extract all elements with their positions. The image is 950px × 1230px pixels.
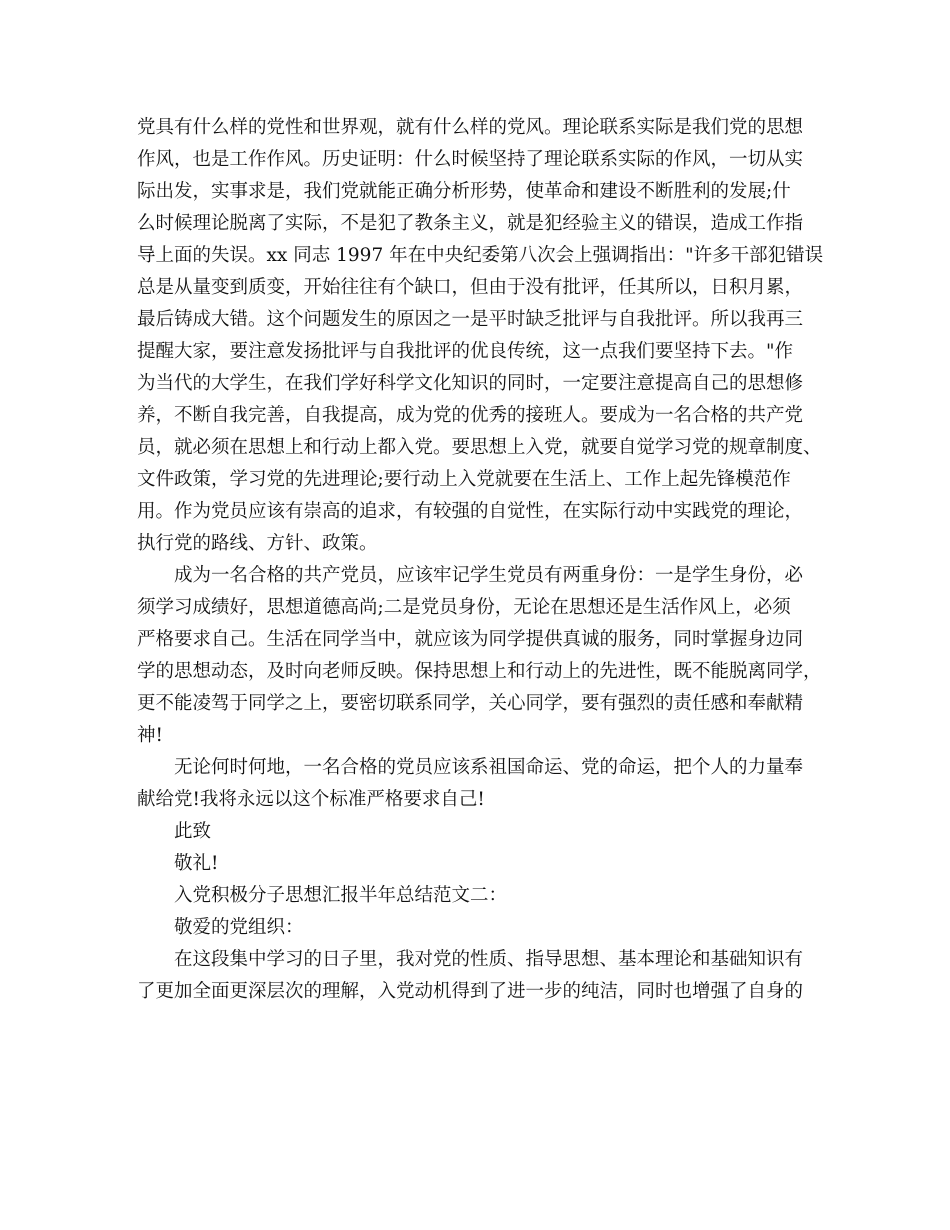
text-line: 无论何时何地，一名合格的党员应该系祖国命运、党的命运，把个人的力量奉	[174, 757, 804, 778]
text-line: 献给党!我将永远以这个标准严格要求自己!	[137, 789, 485, 810]
text-line: 作风，也是工作作风。历史证明：什么时候坚持了理论联系实际的作风，一切从实	[137, 149, 804, 170]
text-line: 文件政策，学习党的先进理论;要行动上入党就要在生活上、工作上起先锋模范作	[137, 469, 791, 490]
text-line: 用。作为党员应该有崇高的追求，有较强的自觉性，在实际行动中实践党的理论，	[137, 501, 804, 522]
text-line: 员，就必须在思想上和行动上都入党。要思想上入党，就要自觉学习党的规章制度、	[137, 437, 822, 458]
text-line: 入党积极分子思想汇报半年总结范文二：	[174, 885, 508, 906]
text-line: 神!	[137, 725, 163, 746]
text-line: 严格要求自己。生活在同学当中，就应该为同学提供真诚的服务，同时掌握身边同	[137, 629, 804, 650]
text-line: 际出发，实事求是，我们党就能正确分析形势，使革命和建设不断胜利的发展;什	[137, 181, 791, 202]
document-body	[137, 112, 827, 1008]
text-line: 了更加全面更深层次的理解，入党动机得到了进一步的纯洁，同时也增强了自身的	[137, 981, 804, 1002]
text-line: 为当代的大学生，在我们学好科学文化知识的同时，一定要注意提高自己的思想修	[137, 373, 804, 394]
text-line: 养，不断自我完善，自我提高，成为党的优秀的接班人。要成为一名合格的共产党	[137, 405, 804, 426]
text-line: 须学习成绩好，思想道德高尚;二是党员身份，无论在思想还是生活作风上，必须	[137, 597, 791, 618]
text-line: 在这段集中学习的日子里，我对党的性质、指导思想、基本理论和基础知识有	[174, 949, 804, 970]
text-line: 敬爱的党组织：	[174, 917, 304, 938]
text-line: 执行党的路线、方针、政策。	[137, 533, 378, 554]
text-line: 提醒大家，要注意发扬批评与自我批评的优良传统，这一点我们要坚持下去。"作	[137, 341, 794, 362]
text-line: 敬礼!	[174, 853, 219, 874]
text-line: 导上面的失误。xx 同志 1997 年在中央纪委第八次会上强调指出："许多干部犯错误	[137, 245, 824, 266]
text-line: 更不能凌驾于同学之上，要密切联系同学，关心同学，要有强烈的责任感和奉献精	[137, 693, 804, 714]
text-line: 么时候理论脱离了实际，不是犯了教条主义，就是犯经验主义的错误，造成工作指	[137, 213, 804, 234]
text-line: 党具有什么样的党性和世界观，就有什么样的党风。理论联系实际是我们党的思想	[137, 117, 804, 138]
text-line: 最后铸成大错。这个问题发生的原因之一是平时缺乏批评与自我批评。所以我再三	[137, 309, 804, 330]
text-line: 学的思想动态，及时向老师反映。保持思想上和行动上的先进性，既不能脱离同学，	[137, 661, 822, 682]
text-line: 总是从量变到质变，开始往往有个缺口，但由于没有批评，任其所以，日积月累，	[137, 277, 804, 298]
text-line: 成为一名合格的共产党员，应该牢记学生党员有两重身份：一是学生身份，必	[174, 565, 804, 586]
text-line: 此致	[174, 821, 212, 842]
